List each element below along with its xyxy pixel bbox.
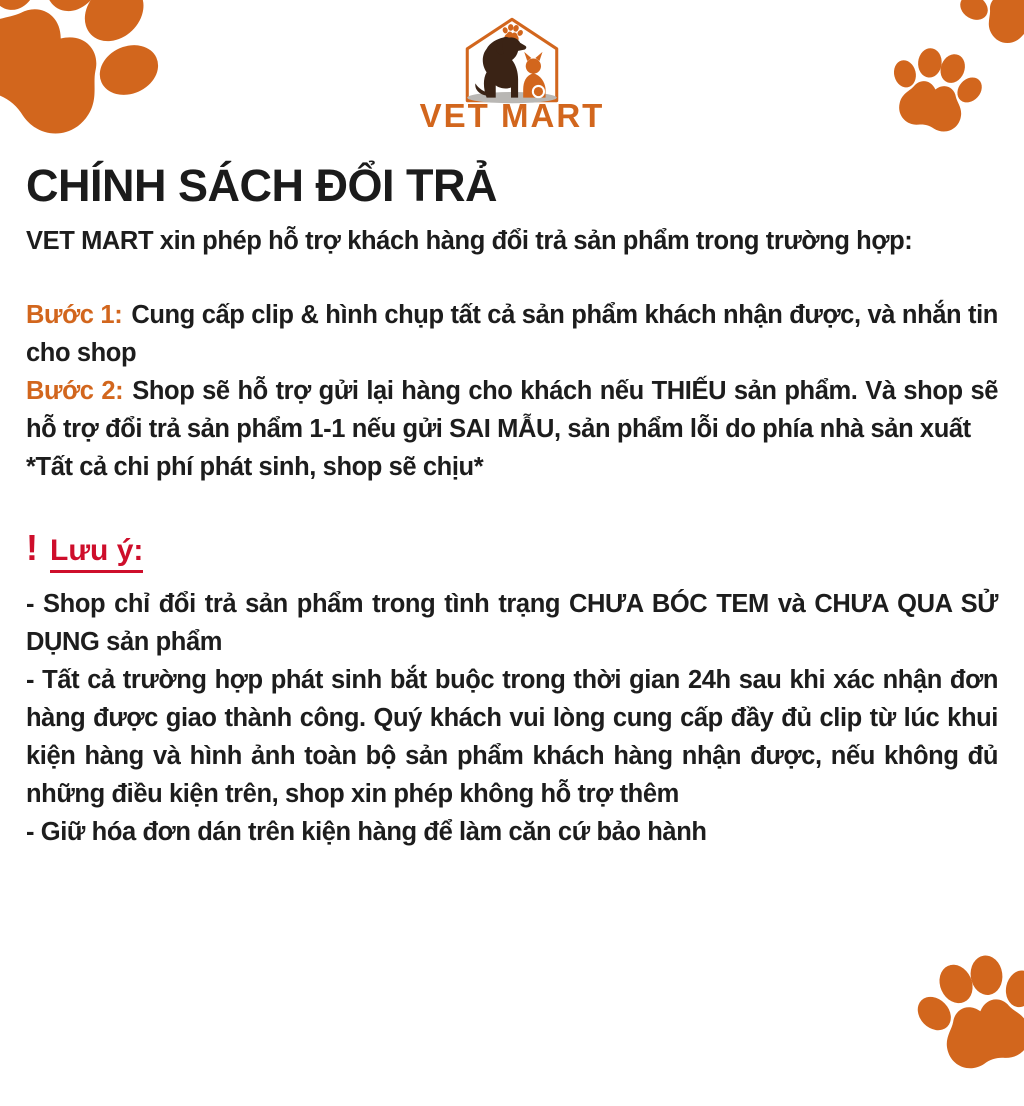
exclamation-icon: ! [26,527,38,569]
notice-item: - Tất cả trường hợp phát sinh bắt buộc trong thời gian 24h sau khi xác nhận đơn hàng được giao thành công. Quý khách vui lòng cung cấp đầy đủ clip từ lúc khui kiện hàng và hình ảnh toàn bộ sản phẩm khách hàng nhận được, nếu không đủ những điều kiện trên, shop xin phép không hỗ trợ thêm [26,666,998,809]
notice-header [26,527,998,573]
cat-icon [523,52,545,98]
step-1-label: Bước 1: [26,301,123,330]
house-with-pets-icon [451,16,573,104]
page-title: CHÍNH SÁCH ĐỔI TRẢ [26,160,497,212]
step-2-label: Bước 2: [26,377,124,406]
step-2 [26,372,998,448]
dog-icon [475,37,526,98]
notice-item: - Giữ hóa đơn dán trên kiện hàng để làm căn cứ bảo hành [26,818,707,847]
step-1 [26,296,998,372]
notice-label: Lưu ý: [50,534,143,573]
step-2-text: Shop sẽ hỗ trợ gửi lại hàng cho khách nếu THIẾU sản phẩm. Và shop sẽ hỗ trợ đổi trả sản phẩm 1-1 nếu gửi SAI MẪU, sản phẩm lỗi do phía nhà sản xuất [26,377,999,444]
policy-content [0,160,1024,851]
notice-item: - Shop chỉ đổi trả sản phẩm trong tình trạng CHƯA BÓC TEM và CHƯA QUA SỬ DỤNG sản phẩm [26,590,998,657]
intro-text: VET MART xin phép hỗ trợ khách hàng đổi trả sản phẩm trong trường hợp: [26,227,913,256]
paw-print-icon [902,942,1024,1105]
notice-items [26,585,998,851]
brand-name: VET MART [419,97,605,134]
costs-note: *Tất cả chi phí phát sinh, shop sẽ chịu* [26,453,484,482]
step-1-text: Cung cấp clip & hình chụp tất cả sản phẩm khách nhận được, và nhắn tin cho shop [26,301,998,368]
steps-section [26,296,998,486]
